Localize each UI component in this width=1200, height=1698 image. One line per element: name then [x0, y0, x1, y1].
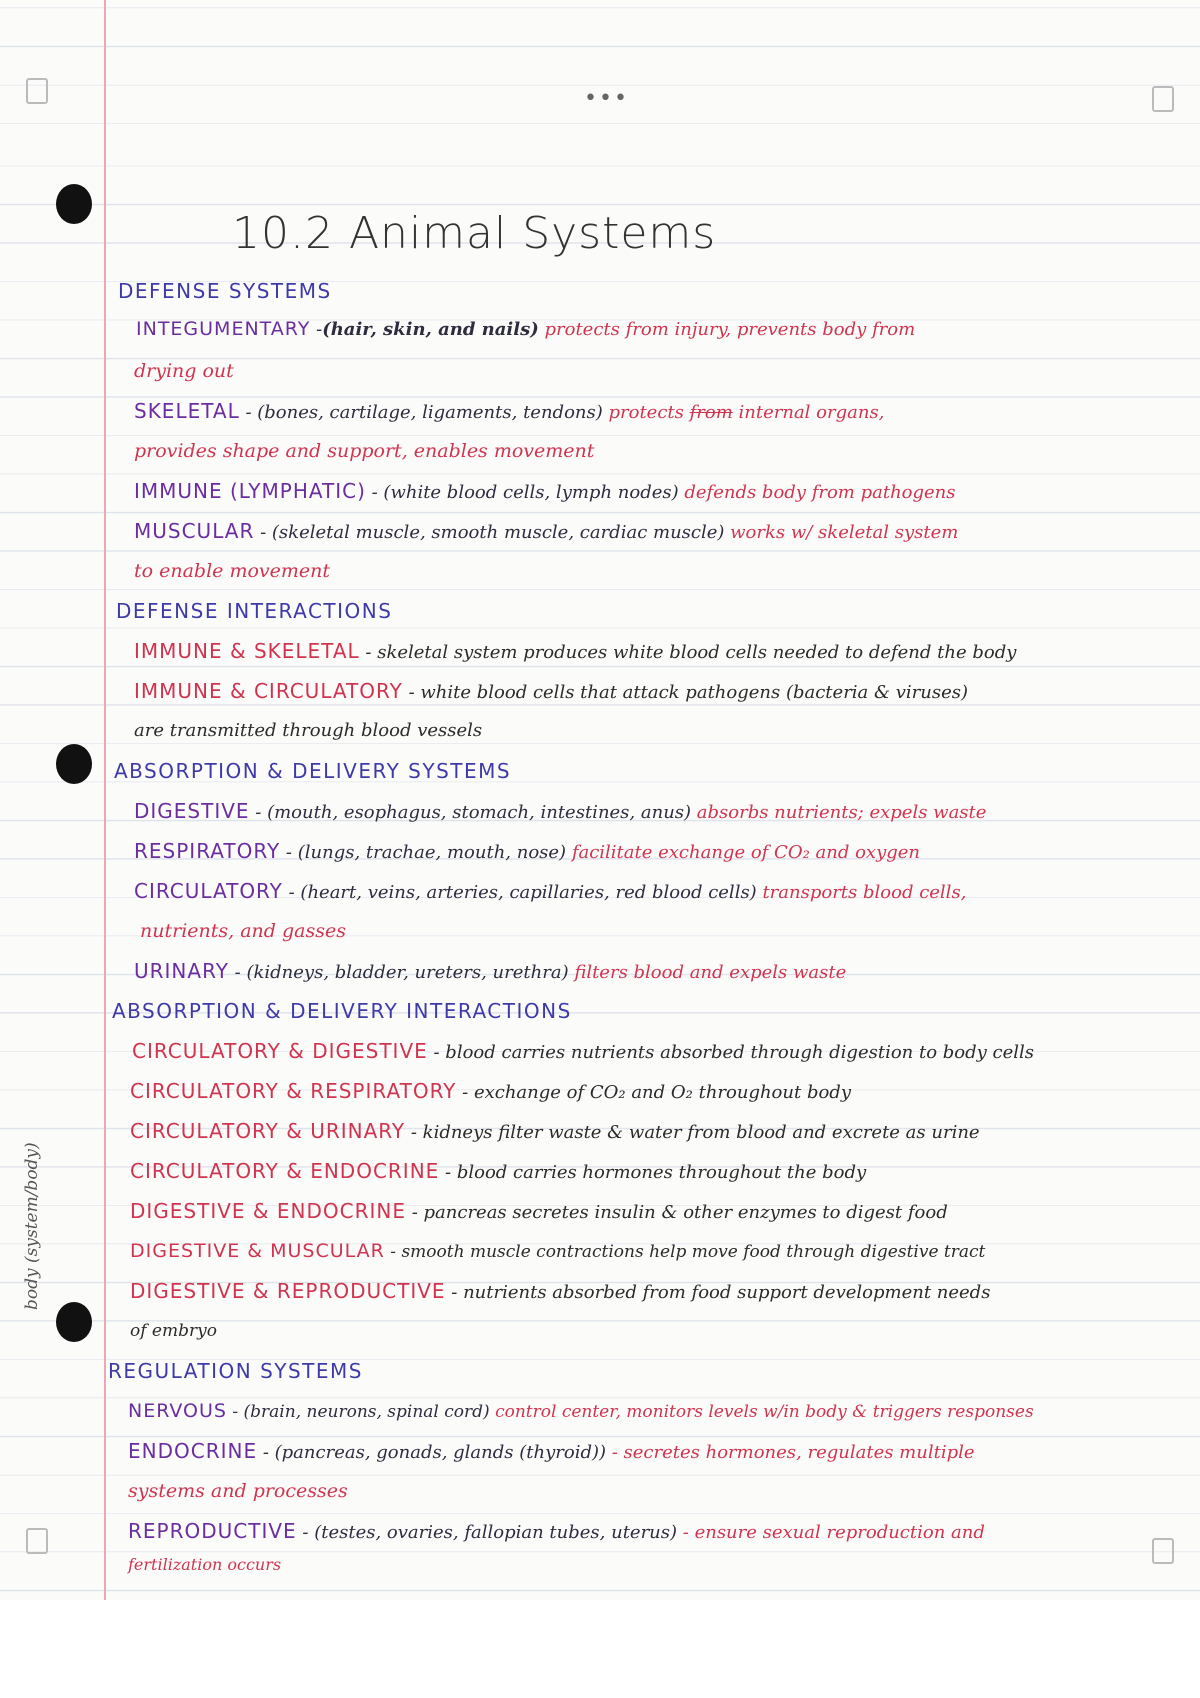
section-heading: DEFENSE SYSTEMS [118, 279, 332, 303]
system-urinary [134, 958, 846, 986]
page-corner-mark [26, 1528, 48, 1554]
page-corner-mark [1152, 1538, 1174, 1564]
section-heading: ABSORPTION & DELIVERY SYSTEMS [114, 759, 512, 783]
separator: - [280, 842, 298, 863]
binder-hole [56, 184, 92, 224]
interaction-name: CIRCULATORY & RESPIRATORY [130, 1079, 457, 1103]
system-name: DIGESTIVE [134, 799, 250, 823]
system-digestive [134, 798, 986, 826]
system-desc-cont: to enable movement [134, 560, 331, 582]
separator: - [439, 1162, 457, 1183]
page-title: 10.2 Animal Systems [232, 208, 717, 259]
system-desc-cont: nutrients, and gasses [140, 920, 346, 942]
separator: - [226, 1402, 244, 1422]
system-desc: protects from injury, prevents body from [538, 319, 916, 340]
margin-line [104, 0, 106, 1600]
interaction-desc: white blood cells that attack pathogens (bacteria & viruses) [420, 682, 969, 703]
system-parts: (lungs, trachae, mouth, nose) [297, 842, 567, 863]
separator: - [359, 642, 378, 663]
system-desc-cont: drying out [134, 360, 234, 382]
separator: - [257, 1442, 275, 1463]
interaction-item [130, 1118, 980, 1146]
separator: - [282, 882, 301, 903]
separator: - [310, 319, 323, 340]
system-parts: (testes, ovaries, fallopian tubes, uterus) [314, 1522, 678, 1543]
separator: - [427, 1042, 446, 1063]
system-desc: internal organs, [732, 402, 885, 423]
system-desc-cont: fertilization occurs [128, 1555, 282, 1574]
section-heading: REGULATION SYSTEMS [108, 1359, 363, 1383]
system-name: INTEGUMENTARY [136, 318, 311, 340]
page-corner-mark [26, 78, 48, 104]
separator: - [239, 402, 258, 423]
interaction-item [130, 1078, 851, 1106]
system-desc: - secretes hormones, regulates multiple [606, 1442, 975, 1463]
section-heading: DEFENSE INTERACTIONS [116, 599, 393, 623]
interaction-desc: skeletal system produces white blood cells needed to defend the body [377, 642, 1017, 663]
side-note: body (system/body) [22, 1142, 42, 1310]
system-muscular [134, 518, 958, 546]
system-parts: (bones, cartilage, ligaments, tendons) [257, 402, 603, 423]
system-name: CIRCULATORY [134, 879, 283, 903]
separator: - [405, 1202, 424, 1223]
system-desc: defends body from pathogens [678, 482, 956, 503]
interaction-item [132, 1038, 1034, 1066]
system-endocrine [128, 1438, 975, 1466]
system-desc: filters blood and expels waste [568, 962, 847, 983]
system-desc: facilitate exchange of CO₂ and oxygen [566, 842, 921, 863]
system-desc: protects [602, 402, 690, 423]
separator: - [296, 1522, 315, 1543]
system-parts: (mouth, esophagus, stomach, intestines, anus) [267, 802, 692, 823]
system-parts: (hair, skin, and nails) [322, 319, 539, 340]
system-respiratory [134, 838, 920, 866]
separator: - [254, 522, 272, 543]
system-skeletal [134, 398, 884, 426]
interaction-item [130, 1278, 990, 1306]
system-parts: (skeletal muscle, smooth muscle, cardiac muscle) [271, 522, 725, 543]
interaction-name: DIGESTIVE & ENDOCRINE [130, 1199, 406, 1223]
system-name: REPRODUCTIVE [128, 1519, 297, 1543]
interaction-item [130, 1158, 866, 1186]
section-heading: ABSORPTION & DELIVERY INTERACTIONS [112, 999, 572, 1023]
interaction-desc: blood carries nutrients absorbed through digestion to body cells [445, 1042, 1035, 1063]
interaction-desc: pancreas secretes insulin & other enzymes to digest food [423, 1202, 948, 1223]
system-desc: works w/ skeletal system [724, 522, 959, 543]
system-name: MUSCULAR [134, 519, 255, 543]
interaction-desc: smooth muscle contractions help move food through digestive tract [401, 1242, 986, 1262]
system-desc-cont: systems and processes [128, 1480, 348, 1502]
separator: - [365, 482, 384, 503]
system-parts: (kidneys, bladder, ureters, urethra) [246, 962, 569, 983]
system-parts: (brain, neurons, spinal cord) [243, 1402, 490, 1422]
system-reproductive [128, 1518, 985, 1546]
system-desc: control center, monitors levels w/in body & triggers responses [489, 1402, 1034, 1422]
interaction-name: CIRCULATORY & ENDOCRINE [130, 1159, 440, 1183]
system-integumentary [136, 316, 915, 343]
page-dots: ••• [584, 86, 629, 111]
separator: - [445, 1282, 464, 1303]
interaction-desc: kidneys filter waste & water from blood and excrete as urine [422, 1122, 980, 1143]
interaction-item [130, 1238, 985, 1265]
system-parts: (heart, veins, arteries, capillaries, red blood cells) [300, 882, 757, 903]
interaction-name: CIRCULATORY & DIGESTIVE [132, 1039, 428, 1063]
separator: - [249, 802, 268, 823]
system-parts: (white blood cells, lymph nodes) [383, 482, 679, 503]
system-name: IMMUNE (LYMPHATIC) [134, 479, 366, 503]
system-nervous [128, 1398, 1034, 1425]
system-desc: transports blood cells, [756, 882, 967, 903]
system-name: NERVOUS [128, 1400, 227, 1422]
interaction-desc-cont: of embryo [130, 1321, 217, 1341]
separator: - [456, 1082, 474, 1103]
system-name: URINARY [134, 959, 229, 983]
interaction-name: DIGESTIVE & REPRODUCTIVE [130, 1279, 446, 1303]
system-parts: (pancreas, gonads, glands (thyroid)) [274, 1442, 607, 1463]
system-circulatory [134, 878, 966, 906]
system-desc: absorbs nutrients; expels waste [691, 802, 987, 823]
system-desc: - ensure sexual reproduction and [677, 1522, 985, 1543]
interaction-name: CIRCULATORY & URINARY [130, 1119, 406, 1143]
page-corner-mark [1152, 86, 1174, 112]
system-name: ENDOCRINE [128, 1439, 258, 1463]
separator: - [402, 682, 421, 703]
system-name: RESPIRATORY [134, 839, 281, 863]
separator: - [405, 1122, 423, 1143]
system-immune [134, 478, 956, 506]
interaction-name: IMMUNE & SKELETAL [134, 639, 360, 663]
interaction-item [130, 1198, 948, 1226]
system-name: SKELETAL [134, 399, 240, 423]
interaction-name: IMMUNE & CIRCULATORY [134, 679, 403, 703]
system-desc-cont: provides shape and support, enables movement [134, 440, 595, 462]
struck-word: from [689, 402, 733, 423]
interaction-desc-cont: are transmitted through blood vessels [134, 720, 483, 741]
interaction-item [134, 638, 1016, 666]
interaction-item [134, 678, 968, 706]
separator: - [384, 1242, 402, 1262]
binder-hole [56, 744, 92, 784]
interaction-desc: exchange of CO₂ and O₂ throughout body [473, 1082, 851, 1103]
binder-hole [56, 1302, 92, 1342]
interaction-desc: blood carries hormones throughout the body [456, 1162, 867, 1183]
page-bottom-blank [0, 1600, 1200, 1698]
separator: - [228, 962, 247, 983]
interaction-name: DIGESTIVE & MUSCULAR [130, 1240, 385, 1262]
interaction-desc: nutrients absorbed from food support development needs [463, 1282, 991, 1303]
